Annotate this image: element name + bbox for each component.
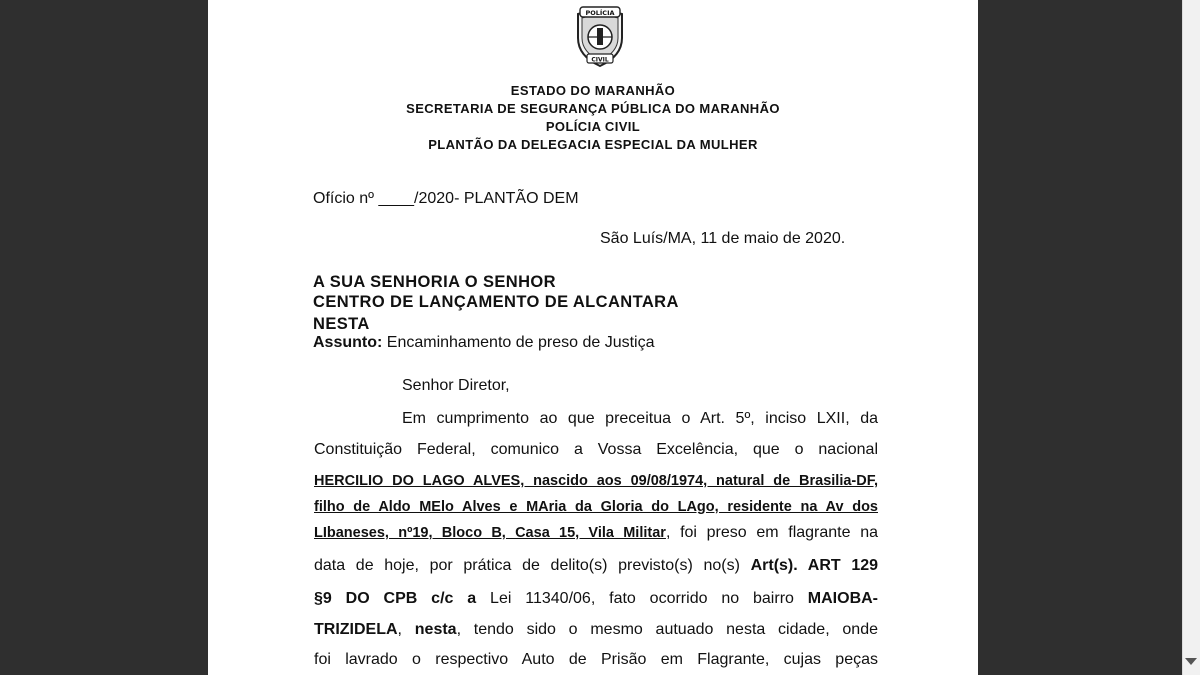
subject-label: Assunto:: [313, 334, 383, 351]
header-secretariat: SECRETARIA DE SEGURANÇA PÚBLICA DO MARANHÃO: [406, 101, 780, 116]
body-line-3: HERCILIO DO LAGO ALVES, nascido aos 09/08/1974, natural de Brasilia-DF,: [314, 473, 878, 489]
body-line-1: Em cumprimento ao que preceitua o Art. 5º, inciso LXII, da: [402, 410, 878, 427]
body-line-8: [314, 621, 878, 639]
header-department: PLANTÃO DA DELEGACIA ESPECIAL DA MULHER: [428, 137, 758, 152]
svg-text:POLÍCIA: POLÍCIA: [585, 9, 615, 17]
body-line-4: filho de Aldo MElo Alves e MAria da Gloria do LAgo, residente na Av dos: [314, 499, 878, 515]
body-line-5-rest: , foi preso em flagrante na: [665, 524, 878, 541]
neighborhood: MAIOBA-: [807, 590, 879, 607]
date-line: São Luís/MA, 11 de maio de 2020.: [600, 230, 846, 247]
article-reference: Art(s). ART 129: [750, 557, 879, 574]
addressee-line-3: NESTA: [313, 315, 370, 333]
article-reference-cont: §9 DO CPB c/c a: [314, 590, 477, 607]
document-page: [208, 0, 978, 675]
oficio-suffix: /2020- PLANTÃO DEM: [414, 190, 579, 207]
subject-text: Encaminhamento de preso de Justiça: [386, 334, 655, 351]
body-line-6: [314, 557, 878, 575]
oficio-line: [313, 190, 579, 208]
subject-line: [313, 334, 655, 352]
scroll-down-arrow-icon[interactable]: [1185, 658, 1197, 665]
body-line-7: [314, 590, 878, 608]
neighborhood-cont: TRIZIDELA: [314, 621, 398, 638]
addressee-line-2: CENTRO DE LANÇAMENTO DE ALCANTARA: [313, 293, 679, 311]
oficio-prefix: Ofício nº: [313, 190, 374, 207]
header-police: POLÍCIA CIVIL: [545, 119, 641, 134]
viewer-background-left: [0, 0, 208, 675]
body-line-9: foi lavrado o respectivo Auto de Prisão em Flagrante, cujas peças: [314, 651, 878, 668]
addressee-line-1: A SUA SENHORIA O SENHOR: [313, 273, 556, 291]
vertical-scrollbar[interactable]: [1182, 0, 1200, 675]
viewer-background-right: [978, 0, 1182, 675]
body-line-6-text: data de hoje, por prática de delito(s) previsto(s) no(s): [314, 557, 751, 574]
svg-text:CIVIL: CIVIL: [591, 56, 609, 64]
policia-civil-seal-icon: [572, 4, 628, 70]
body-line-7-text: Lei 11340/06, fato ocorrido no bairro: [476, 590, 808, 607]
city-word: nesta: [414, 621, 457, 638]
body-line-8-text: , tendo sido o mesmo autuado nesta cidade, onde: [456, 621, 879, 638]
suspect-address-end: LIbaneses, nº19, Bloco B, Casa 15, Vila Militar: [314, 525, 666, 541]
body-line-5: [314, 524, 878, 542]
salutation: Senhor Diretor,: [402, 377, 510, 394]
header-state: ESTADO DO MARANHÃO: [510, 83, 676, 98]
body-line-8-sep: ,: [397, 621, 415, 638]
body-line-2: Constituição Federal, comunico a Vossa Excelência, que o nacional: [314, 441, 878, 458]
oficio-blank: ____: [378, 190, 415, 207]
